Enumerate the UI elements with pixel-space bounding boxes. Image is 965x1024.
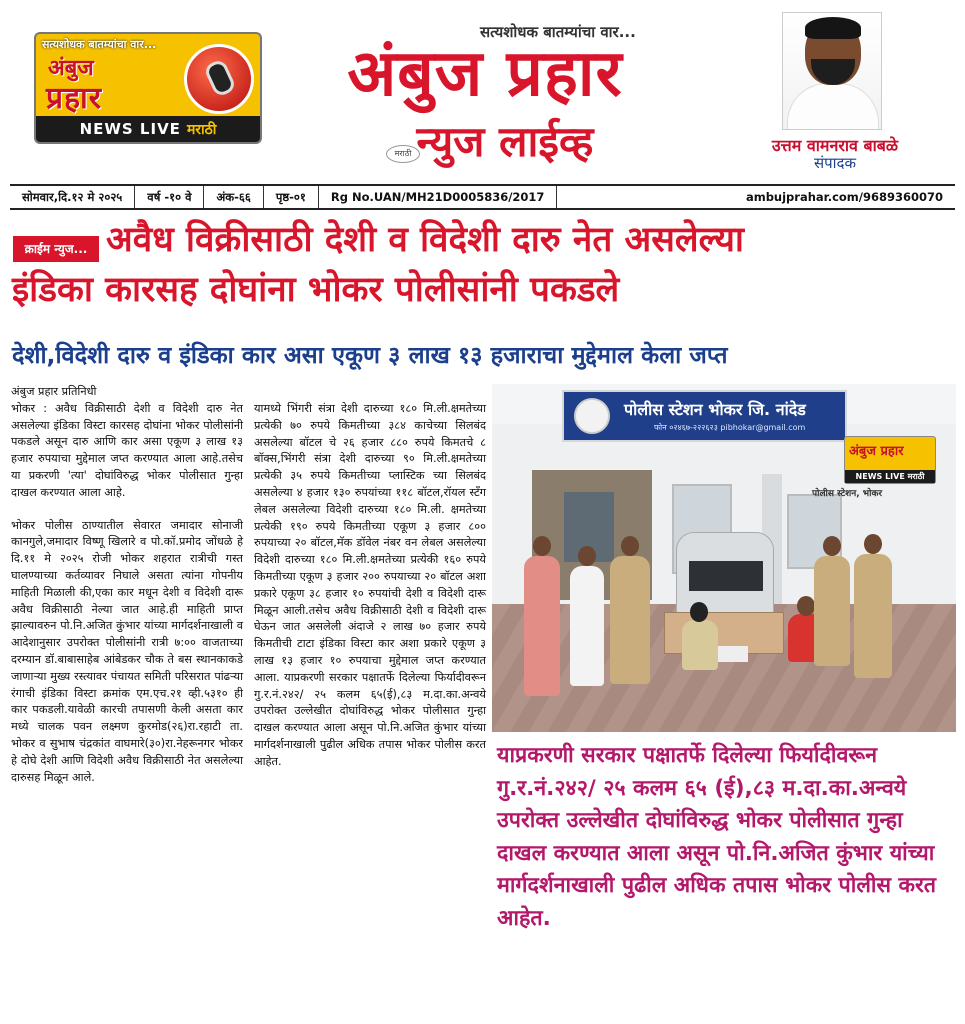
logo-news-bar — [36, 116, 260, 142]
watermark-logo-bar: NEWS LIVE मराठी — [845, 470, 935, 483]
logo-marathi: मराठी — [186, 121, 217, 138]
headline-line-2: इंडिका कारसह दोघांना भोकर पोलीसांनी पकडले — [12, 270, 620, 310]
issue-number: अंक-६६ — [204, 186, 263, 208]
signboard-text: पोलीस स्टेशन भोकर जि. नांदेड — [624, 400, 806, 419]
issue-date: सोमवार,दि.१२ मे २०२५ — [10, 186, 135, 208]
police-officer — [854, 554, 892, 678]
subheadline: देशी,विदेशी दारु व इंडिका कार असा एकूण ३ लाख १३ हजाराचा मुद्देमाल केला जप्त — [12, 341, 728, 369]
logo-news-live: NEWS LIVE — [79, 120, 181, 138]
watermark-logo — [844, 436, 936, 484]
registration-number: Rg No.UAN/MH21D0005836/2017 — [319, 186, 558, 208]
accused-person — [682, 620, 718, 670]
article-paragraph-3: यामध्ये भिंगरी संत्रा देशी दारुच्या १८० मि.ली.क्षमतेच्या प्रत्येकी ७० रुपये किमतीच्या ३८४ काचेच्या सिलबंद असलेल्या बॉटल चे २६ हजार ८८० रुपये किमतचे ८ बॉक्स,भिंगरी संत्रा देशी दारुच्या ९० मि.ली.क्षमतेच्या प्रत्येकी ३५ रुपये किमतीच्या प्लास्टिक च्या सिलबंद असलेल्या ४ हजार १३० रुपयांच्या ११८ बॉटल,रॉयल स्टँग लेबल असलेल्या विदेशी दारुच्या १८० मि.ली. क्षमतेच्या प्रत्येकी १९० रुपये किमतीच्या एकूण ३ हजार ८०० रुपयाच्या २० बॉटल,मॅक डॉवेल नंबर वन लेबल असलेल्या विदेशी दारुच्या १८० मि.ली.क्षमतेच्या प्रत्येकी १६० रुपये किमतीच्या एकूण ३ हजार २०० रुपयाच्या २० बॉटल अशा प्रकारे एकूण ३८ हजार १० रुपयांची देशी व विदेशी दारू मिळून आली.तसेच अवैध विक्रीसाठी देशी व विदेशी दारू घेऊन जात असलेली अंदाजे २ लाख ७० हजार रुपये किमतीची टाटा इंडिका विस्टा कार अशा प्रकारे एकूण ३ लाख १३ हजार १० रुपयाचा मुद्देमाल जप्त करण्यात आला. याप्रकरणी सरकार पक्षातर्फे दिलेल्या फिर्यादीवरून गु.र.नं.२४२/ २५ कलम ६५(ई),८३ म.दा.का.अन्वये उपरोक्त उल्लेखीत दोघांविरुद्ध भोकर पोलीसात गुन्हा दाखल करण्यात आला असून पो.नि.अजित कुंभार यांच्या मार्गदर्शनाखाली पुढील अधिक तपास भोकर पोलीस करत आहेत. — [254, 402, 486, 768]
police-station-signboard — [562, 390, 847, 442]
case-summary: याप्रकरणी सरकार पक्षातर्फे दिलेल्या फिर्यादीवरून गु.र.नं.२४२/ २५ कलम ६५ (ई),८३ म.दा.का.अन्वये उपरोक्त उल्लेखीत दोघांविरुद्ध भोकर पोलीसात गुन्हा दाखल करण्यात आला असून पो.नि.अजित कुंभार यांच्या मार्गदर्शनाखाली पुढील अधिक तपास भोकर पोलीस करत आहेत. — [497, 743, 937, 931]
crime-news-badge: क्राईम न्युज... — [13, 236, 99, 262]
editor-role: संपादक — [813, 154, 857, 172]
news-photo — [492, 384, 956, 732]
newspaper-subtitle: न्युज लाईव्ह — [416, 117, 594, 166]
website-contact: ambujprahar.com/9689360070 — [745, 190, 943, 204]
newspaper-title: अंबुज प्रहार — [347, 36, 623, 111]
station-name-plate: पोलीस स्टेशन, भोकर — [812, 489, 883, 499]
article-column-1 — [11, 384, 243, 802]
masthead-tagline: सत्यशोधक बातम्यांचा वार... — [480, 23, 636, 41]
byline: अंबुज प्रहार प्रतिनिधी — [11, 385, 97, 398]
person — [570, 566, 604, 686]
police-emblem-icon — [574, 398, 610, 434]
logo-line-1: अंबुज — [48, 56, 94, 81]
marathi-seal: मराठी — [386, 145, 420, 163]
watermark-logo-title: अंबुज प्रहार — [849, 444, 904, 459]
microphone-icon — [184, 44, 254, 114]
issue-year: वर्ष -१० वे — [135, 186, 204, 208]
newspaper-logo — [34, 32, 262, 144]
masthead — [0, 0, 965, 180]
police-officer — [814, 556, 850, 666]
logo-tagline: सत्यशोधक बातम्यांचा वार... — [42, 38, 157, 51]
editor-photo — [782, 12, 882, 130]
headline-line-1: अवैध विक्रीसाठी देशी व विदेशी दारु नेत असलेल्या — [106, 220, 744, 260]
article-paragraph-2: भोकर पोलीस ठाण्यातील सेवारत जमादार सोनाजी कानगुले,जमादार विष्णू खिलारे व पो.कॉ.प्रमोद जोंधळे हे दि.११ मे २०२५ रोजी भोकर शहरात रात्रीची गस्त घालण्याच्या कर्तव्यावर निघाले असता त्यांना गोपनीय माहिती मिळाली की,एका कार मधून देशी व विदेशी दारू अवैध विक्रीसाठी नेल्या जात आहे.ही माहिती प्राप्त झाल्यावरुन पो.नि.अजित कुंभार यांच्या मार्गदर्शनाखाली व आदेशानुसार उपरोक्त पोलीसांनी रात्री ७:०० वाजताच्या दरम्यान डॉ.बाबासाहेब आंबेडकर चौक ते बस स्थानकाकडे जाणाऱ्या मुख्य रस्त्यावर पंचायत समिती परिसरात पांढऱ्या रंगाची इंडिका विस्टा क्रमांक एम.एच.२१ व्ही.५३१० ही कार पकडली.यावेळी कारची तपासणी केली असता कार मध्ये चालक पवन लक्ष्मण कुरमोड(२६)रा.रहाटी ता. भोकर व सुभाष चंद्रकांत वाघमारे(३०)रा.नेहरूनगर भोकर हे दोघे देशी आणि विदेशी अवैध विक्रीसाठी नेत असलेल्या दारुसह मिळून आले. — [11, 518, 243, 784]
logo-line-2: प्रहार — [46, 81, 103, 116]
editor-name: उत्तम वामनराव बाबळे — [771, 136, 899, 155]
page-number: पृष्ठ-०१ — [264, 186, 319, 208]
signboard-contact: फोन ०२४६७-२२२६२३ pibhokar@gmail.com — [654, 423, 806, 432]
article-paragraph-1: भोकर : अवैध विक्रीसाठी देशी व विदेशी दारु नेत असलेल्या इंडिका विस्टा कारसह दोघांना भोकर पोलीसांनी पकडले असून दारु आणि कार असा एकूण ३ लाख १३ हजार रुपयाचा मुद्देमाल जप्त करण्यात आला आहे.तसेच या प्रकरणी 'त्या' दोघांविरुद्ध भोकर पोलीसात गुन्हा दाखल करण्यात आला आहे. — [11, 401, 243, 499]
police-officer — [610, 556, 650, 684]
article-column-2 — [254, 401, 486, 787]
person — [524, 556, 560, 696]
issue-info-strip — [10, 184, 955, 210]
